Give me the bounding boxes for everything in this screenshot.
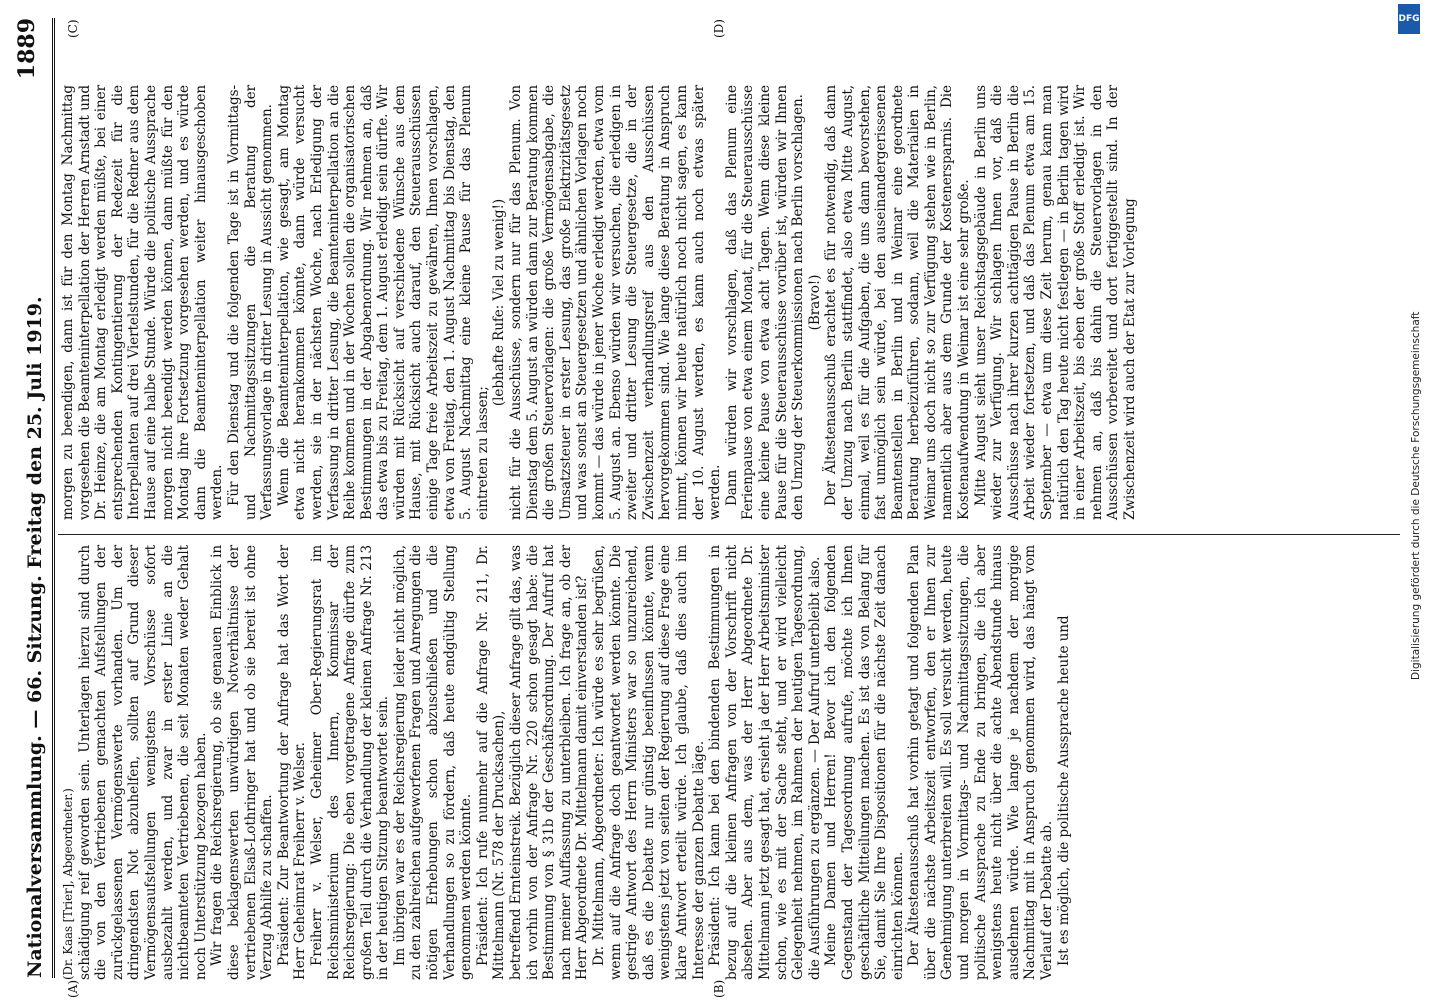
margin-marker-c: (C) bbox=[66, 19, 80, 38]
credit-text: Digitalisierung gefördert durch die Deutsche Forschungsgemeinschaft bbox=[1410, 311, 1422, 680]
interjection: (lebhafte Rufe: Viel zu wenig!) bbox=[491, 198, 508, 407]
dfg-logo: DFG bbox=[1398, 4, 1420, 34]
paragraph: Präsident: Ich rufe nunmehr auf die Anfrage Nr. 211, Dr. Mittelmann (Nr. 578 der Drucksachen), bbox=[474, 545, 508, 980]
right-column bbox=[60, 85, 1390, 520]
paragraph: morgen zu beendigen, dann ist für den Montag Nachmittag vorgesehen die Beamteninterpellation der Herren Arnstadt und Dr. Heinze, die am Montag erledigt werden müßte, bei einer entsprechenden Kontingentierung der Redezeit für die Interpellanten auf drei Viertelstunden, für die Redner aus dem Hause auf eine halbe Stunde. Würde die politische Aussprache morgen nicht beendigt werden können, dann müßte für den Montag ihre Fortsetzung vorgesehen werden, und es würde dann die Beamteninterpellation weiter hinausgeschoben werden. bbox=[60, 85, 226, 520]
paragraph: Der Ältestenausschuß hat vorhin getagt und folgenden Plan über die nächste Arbeitszeit entworfen, den er Ihnen zur Genehmigung unterbreiten will. Es soll versucht werden, heute und morgen in Vormittags- und Nachmittagssitzungen, die politische Aussprache zu Ende zu bringen, die ich aber wenigstens heute nicht über die achte Abendstunde hinaus ausdehnen würde. Wie lange je nachdem der morgige Nachmittag mit in Anspruch genommen wird, das hängt vom Verlauf der Debatte ab. bbox=[906, 545, 1056, 980]
paragraph: Dann würden wir vorschlagen, daß das Plenum eine Ferienpause von etwa einem Monat, für die Steuerausschüsse eine kleine Pause von etwa acht Tagen. Wenn diese kleine Pause für die Steuerausschüsse vorüber ist, würden wir Ihnen den Umzug der Steuerkommissionen nach Berlin vorschlagen. bbox=[723, 85, 807, 520]
paragraph: Meine Damen und Herren! Bevor ich den folgenden Gegenstand der Tagesordnung aufrufe, möchte ich Ihnen geschäftliche Mitteilungen machen. Es ist das von Belang für Sie, damit Sie Ihre Dispositionen für die nächste Zeit danach einrichten können. bbox=[823, 545, 906, 980]
running-head: Nationalversammlung. — 66. Sitzung. Freitag den 25. Juli 1919. bbox=[24, 296, 46, 978]
column-divider bbox=[58, 534, 1400, 535]
header-rule bbox=[52, 18, 55, 978]
paragraph: Wir fragen die Reichsregierung, ob sie genauen Einblick in diese beklagenswerten unwürdigen Notverhältnisse der vertriebenen Elsaß-Lothringer hat und ob sie bereit ist ohne Verzug Abhilfe zu schaffen. bbox=[209, 545, 276, 980]
page-header bbox=[14, 18, 54, 978]
margin-marker-a: (A) bbox=[66, 979, 80, 998]
paragraph: betreffend Ernteinstreik. Bezüglich dieser Anfrage gilt das, was ich vorhin von der Anfrage Nr. 220 schon gesagt habe: die Bestimmung von § 31b der Geschäftsordnung. Der Aufruf hat nach meiner Auffassung zu unterbleiben. Ich frage an, ob der Herr Abgeordnete Dr. Mittelmann damit einverstanden ist? bbox=[508, 545, 591, 980]
paragraph: nicht für die Ausschüsse, sondern nur für das Plenum. Von Dienstag dem 5. August an würden dann zur Beratung kommen die großen Steuervorlagen: die große Vermögensabgabe, die Umsatzsteuer in erster Lesung, das große Elektrizitätsgesetz und was sonst an Steuergesetzen und ähnlichen Vorlagen noch kommt — das würde in jener Woche erledigt werden, etwa vom 5. August an. Ebenso würden wir versuchen, die erledigen in zweiter und dritter Lesung die Steuergesetze, die in der Zwischenzeit verhandlungsreif aus den Ausschüssen hervorgekommen sind. Wie lange diese Beratung in Anspruch nimmt, können wir heute natürlich noch nicht sagen, es kann der 10. August werden, es kann auch noch etwas später werden. bbox=[508, 85, 724, 520]
paragraph: Für den Dienstag und die folgenden Tage ist in Vormittags- und Nachmittagssitzungen die Beratung der Verfassungsvorlage in dritter Lesung in Aussicht genommen. bbox=[225, 85, 276, 520]
paragraph: schädigung reif geworden sein. Unterlagen hierzu sind durch die von den Vertriebenen gemachten Aufstellungen der zurückgelassenen Vermögenswerte vorhanden. Um der dringendsten Not abzuhelfen, sollten auf Grund dieser Vermögensaufstellungen wenigstens Vorschüsse sofort ausbezahlt werden, und zwar in erster Linie an die nichtbeamteten Vertriebenen, die seit Monaten weder Gehalt noch Unterstützung bezogen haben. bbox=[76, 545, 209, 980]
interjection: (Bravo!) bbox=[806, 274, 823, 331]
paragraph: Mitte August sieht unser Reichstagsgebäude in Berlin uns wieder zur Verfügung. Wir schlagen Ihnen vor, daß die Ausschüsse nach ihrer kurzen achttägigen Pause in Berlin die Arbeit wieder fortsetzen, und daß das Plenum etwa am 15. September — etwa um diese Zeit herum, genau kann man natürlich den Tag heute nicht festlegen — in Berlin tagen wird in einer Arbeitszeit, bis eben der große Stoff erledigt ist. Wir nehmen an, daß bis dahin die Steuervorlagen in den Ausschüssen vorbereitet und dort fertiggestellt sind. In der Zwischenzeit wird auch der Etat zur Vorlegung bbox=[972, 85, 1138, 520]
margin-marker-b: (B) bbox=[712, 979, 726, 998]
paragraph: Präsident: Zur Beantwortung der Anfrage hat das Wort der Herr Geheimrat Freiherr v. Welser. bbox=[275, 545, 309, 980]
speaker-line: (Dr. Kaas [Trier], Abgeordneter.) bbox=[61, 788, 75, 980]
paragraph: Freiherr v. Welser, Geheimer Ober-Regierungsrat im Reichsministerium des Innern, Kommissar der Reichsregierung: Die eben vorgetragene Anfrage dürfte zum großen Teil durch die Verhandlung der kleinen Anfrage Nr. 213 in der heutigen Sitzung beantwortet sein. bbox=[308, 545, 392, 980]
paragraph: Präsident: Ich kann bei den bindenden Bestimmungen in bezug auf die kleinen Anfragen von der Vorschrift nicht absehen. Aber aus dem, was der Herr Abgeordnete Dr. Mittelmann jetzt gesagt hat, ersieht ja der Herr Arbeitsminister schon, wie es mit der Sache steht, und er wird vielleicht Gelegenheit nehmen, im Rahmen der heutigen Tagesordnung, die Ausführungen zu ergänzen. — Der Aufruf unterbleibt also. bbox=[707, 545, 823, 980]
margin-marker-d: (D) bbox=[712, 19, 726, 38]
paragraph: Wenn die Beamteninterpellation, wie gesagt, am Montag etwa nicht herankommen könnte, dann würde versucht werden, sie in der nächsten Woche, nach Erledigung der Verfassung in dritter Lesung, die Beamteninterpellation an die Reihe kommen und in der Wochen sollen die organisatorischen Bestimmungen in der Abgabenordnung. Wir nehmen an, daß das etwa bis zu Freitag, dem 1. August erledigt sein dürfte. Wir würden mit Rücksicht auf verschiedene Wünsche aus dem Hause, mit Rücksicht auch darauf, den Steuerausschüssen einige Tage freie Arbeitszeit zu gewähren, Ihnen vorschlagen, etwa von Freitag, den 1. August Nachmittag bis Dienstag, den 5. August Nachmittag eine kleine Pause für das Plenum eintreten zu lassen; bbox=[275, 85, 491, 520]
paragraph: Der Ältestenausschuß erachtet es für notwendig, daß dann der Umzug nach Berlin stattfindet, also etwa Mitte August, einmal, weil es für die Aufgaben, die uns dann bevorstehen, fast unmöglich sein würde, bei den auseinandergerissenen Beamtenstellen in Berlin und in Weimar eine geordnete Beratung herbeizuführen, sodann, weil die Materialien in Weimar uns doch nicht so zur Verfügung stehen wie in Berlin, namentlich aber aus dem Grunde der Kostenersparnis. Die Kostenaufwendung in Weimar ist eine sehr große. bbox=[823, 85, 973, 520]
paragraph: Ist es möglich, die politische Aussprache heute und bbox=[1055, 615, 1072, 966]
paragraph: Dr. Mittelmann, Abgeordneter: Ich würde es sehr begrüßen, wenn auf die Anfrage doch geantwortet werden könnte. Die gestrige Antwort des Herrn Ministers war so unzureichend, daß es die Debatte nur günstig beeinflussen könnte, wenn wenigstens jetzt von seiten der Regierung auf diese Frage eine klare Antwort erteilt würde. Ich glaube, daß dies auch im Interesse der ganzen Debatte läge. bbox=[591, 545, 707, 980]
digitization-credit bbox=[1392, 0, 1432, 1000]
page-number: 1889 bbox=[14, 18, 40, 80]
left-column bbox=[60, 545, 1390, 980]
paragraph: Im übrigen war es der Reichsregierung leider nicht möglich, zu den zahlreichen aufgeworfenen Fragen und Anregungen die nötigen Erhebungen schon abzuschließen und die Verhandlungen so zu fördern, daß heute endgültig Stellung genommen werden könnte. bbox=[391, 545, 475, 980]
